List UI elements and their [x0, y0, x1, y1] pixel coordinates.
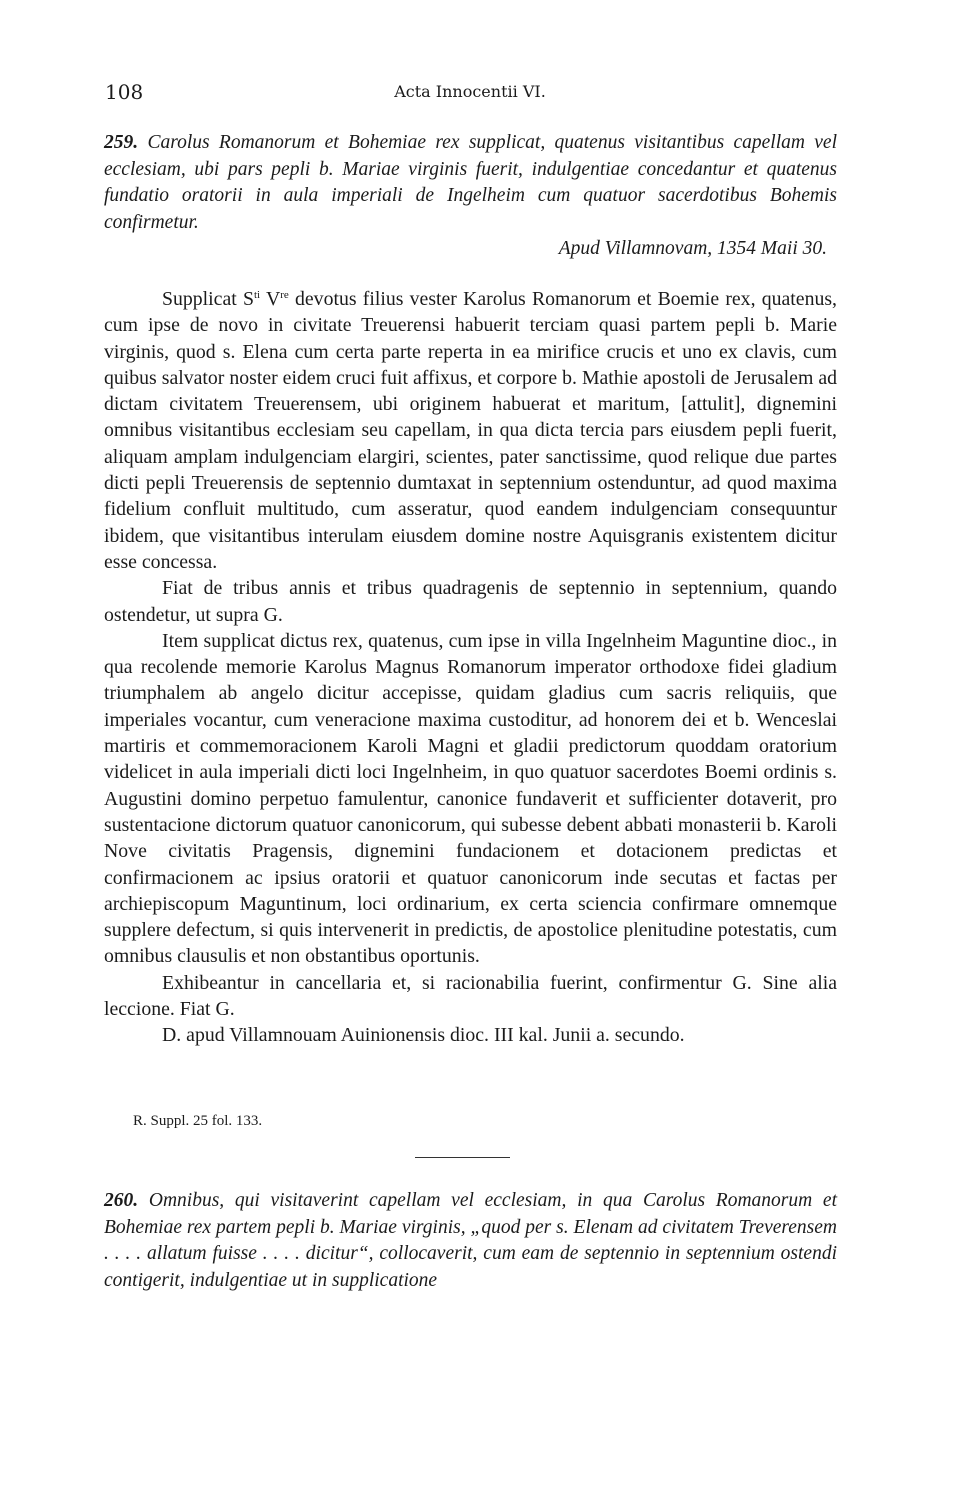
- body-paragraph: D. apud Villamnouam Auinionensis dioc. III kal. Junii a. secundo.: [162, 1024, 685, 1047]
- summary-text: Carolus Romanorum et Bohemiae rex supplicat, quatenus visitantibus capellam vel ecclesiam, ubi pars pepli b. Mariae virginis fuerit, indulgentiae concedantur et quatenus fundatio oratorii in aula imperiali de Ingelheim cum quatuor sacerdotibus Bohemis confirmetur.: [104, 132, 838, 233]
- entry-260-summary: [104, 1188, 837, 1294]
- entry-date: Apud Villamnovam, 1354 Maii 30.: [558, 238, 827, 259]
- entry-259-body: [104, 286, 837, 1049]
- body-paragraph: Exhibeantur in cancellaria et, si racionabilia fuerint, confirmentur G. Sine alia leccione. Fiat G.: [104, 971, 837, 1021]
- entry-259: [104, 130, 837, 260]
- page-header: [105, 80, 835, 110]
- entry-260: [104, 1188, 837, 1294]
- text-run: Supplicat S: [162, 288, 254, 310]
- body-paragraph: Item supplicat dictus rex, quatenus, cum ipse in villa Ingelnheim Maguntine dioc., in qua recolende memorie Karolus Magnus Romanorum imperator orthodoxe fidei gladium triumphalem ab angelo dicitur accepisse, quidam gladius cum sacris reliquiis, que imperiales vocantur, cum veneracione maxima custoditur, ad honorem dei et b. Wenceslai martiris et commemoracionem Karoli Magni et gladii predictorum quoddam oratorium videlicet in aula imperiali dicti loci Ingelnheim, in quo quatuor sacerdotes Boemi ordinis s. Augustini domino perpetuo famulentur, canonice fundaverit et sufficienter dotaverit, pro sustentacione dictorum quatuor canonicorum, qui subesse debent abbati monasterii b. Karoli Nove civitatis Pragensis, dignemini fundacionem et dotacionem predictas et confirmacionem ac ipsius oratorii et quatuor canonicorum inde secutas et factas per archiepiscopum Maguntinum, loci ordinarium, ex certa sciencia confirmare omnemque supplere defectum, si quis intervenerit in predictis, de apostolice plenitudine potestatis, cum omnibus clausulis et non obstantibus oportunis.: [104, 629, 837, 968]
- entry-number: 260.: [104, 1190, 139, 1211]
- page-number: 108: [105, 80, 144, 104]
- source-reference: R. Suppl. 25 fol. 133.: [133, 1113, 263, 1129]
- entry-259-summary: [104, 130, 837, 236]
- section-divider: [415, 1157, 510, 1158]
- superscript: re: [280, 289, 289, 301]
- summary-text: Omnibus, qui visitaverint capellam vel ecclesiam, in qua Carolus Romanorum et Bohemiae rex partem pepli b. Mariae virginis, „quod per s. Elenam ad civitatem Treverensem . . . . allatum fuisse . . . . dicitur“, collocaverit, cum eam de septennio in septennium ostendi contigerit, indulgentiae ut in supplicatione: [104, 1190, 838, 1291]
- superscript: ti: [253, 289, 261, 301]
- text-run: V: [260, 288, 281, 310]
- entry-number: 259.: [104, 132, 139, 153]
- text-run: devotus filius vester Karolus Romanorum et Boemie rex, quatenus, cum ipse de novo in civitate Treuerensi habuerit terciam quasi partem pepli b. Marie virginis, quod s. Elena cum certa parte reperta in ea mirifice crucis et uno ex clavis, cum quibus salvator noster eidem cruci fuit affixus, et corpore b. Mathie apostoli de Jerusalem ad dictam civitatem Treuerensem, ubi originem habuerat et maritum, [attulit], dignemini omnibus visitantibus ecclesiam seu capellam, in qua dicta tercia pars eiusdem pepli fuerit, aliquam amplam indulgenciam elargiri, scientes, pater sanctissime, quod relique due partes dicti pepli Treuerensis de septennio dumtaxat in septennium ostenduntur, ad quod maxima fidelium confluit multitudo, cum asseratur, quod eandem indulgenciam consequuntur ibidem, que visitantibus interulam eiusdem domine nostre Aquisgranis existentem dicitur esse concessa.: [104, 288, 838, 573]
- running-title: Acta Innocentii VI.: [394, 82, 546, 101]
- body-paragraph: Fiat de tribus annis et tribus quadragenis de septennio in septennium, quando ostendetur, ut supra G.: [104, 577, 837, 626]
- body-paragraph: [104, 286, 837, 575]
